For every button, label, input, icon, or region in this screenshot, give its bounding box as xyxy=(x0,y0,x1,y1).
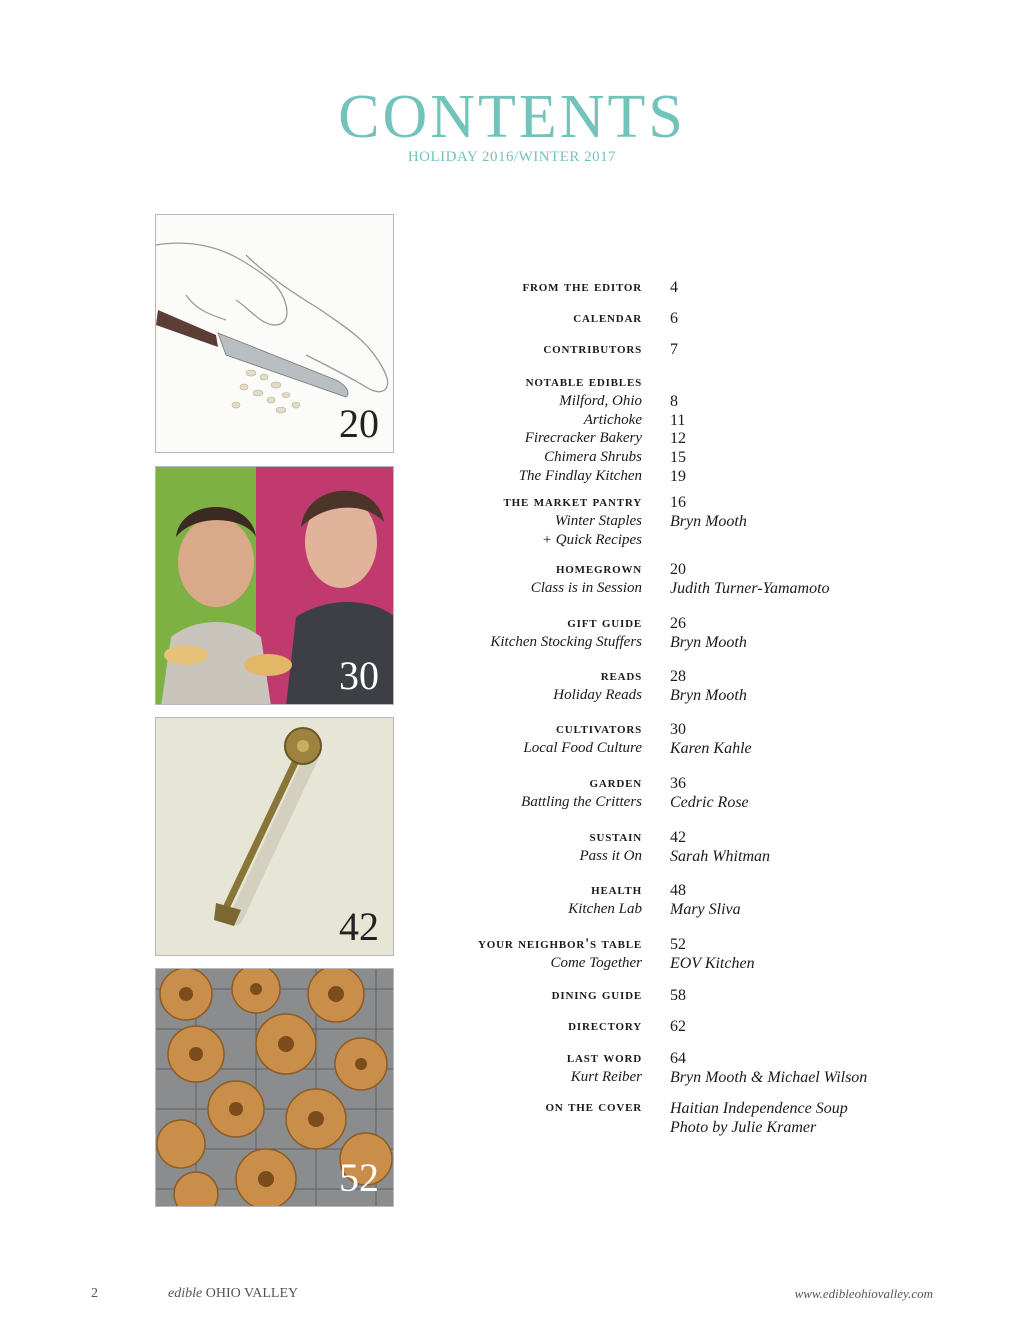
toc-section-dining-guide[interactable]: dining guide xyxy=(551,987,642,1003)
toc-page: 48 xyxy=(670,882,686,899)
toc-article-title[interactable]: Class is in Session xyxy=(530,580,642,596)
toc-section-market-pantry[interactable]: the market pantry xyxy=(503,494,642,510)
toc-article-title[interactable]: Kurt Reiber xyxy=(570,1069,642,1085)
toc-page: 8 xyxy=(670,393,678,410)
toc-page: 30 xyxy=(670,721,686,738)
toc-section-homegrown[interactable]: homegrown xyxy=(555,561,642,577)
toc-section-gift-guide[interactable]: gift guide xyxy=(567,615,642,631)
toc-page: 58 xyxy=(670,987,686,1004)
toc-page: 20 xyxy=(670,561,686,578)
toc-section-sustain[interactable]: sustain xyxy=(589,829,642,845)
toc-author: EOV Kitchen xyxy=(670,955,755,972)
toc-article-title[interactable]: Kitchen Lab xyxy=(568,901,642,917)
toc-article-title[interactable]: Milford, Ohio xyxy=(559,393,642,409)
toc-article-title[interactable]: Holiday Reads xyxy=(553,687,642,703)
toc-page: 7 xyxy=(670,341,678,358)
footer-brand-name: OHIO VALLEY xyxy=(205,1286,299,1301)
toc-article-title[interactable]: Chimera Shrubs xyxy=(544,449,642,465)
toc-section-reads[interactable]: reads xyxy=(600,668,642,684)
toc-page: 19 xyxy=(670,468,686,485)
toc-author: Karen Kahle xyxy=(670,740,752,757)
toc-section-calendar[interactable]: calendar xyxy=(573,310,642,326)
page-title: CONTENTS xyxy=(338,83,686,151)
toc-author: Judith Turner-Yamamoto xyxy=(670,580,830,597)
toc-author: Bryn Mooth & Michael Wilson xyxy=(670,1069,868,1086)
toc-page: 11 xyxy=(670,412,686,429)
toc-page: 15 xyxy=(670,449,686,466)
toc-page: 12 xyxy=(670,430,686,447)
footer-url[interactable]: www.edibleohiovalley.com xyxy=(794,1286,933,1301)
toc-section-contributors[interactable]: contributors xyxy=(543,341,642,357)
toc-author: Sarah Whitman xyxy=(670,848,770,865)
toc-page: 62 xyxy=(670,1018,686,1035)
toc-article-title[interactable]: Winter Staples xyxy=(554,513,642,529)
photo-page-number: 20 xyxy=(339,401,379,446)
issue-date: HOLIDAY 2016/WINTER 2017 xyxy=(407,149,617,165)
toc-article-title[interactable]: Come Together xyxy=(550,955,642,971)
photo-page-number: 30 xyxy=(339,653,379,698)
toc-article-title[interactable]: Firecracker Bakery xyxy=(524,430,642,446)
toc-article-title[interactable]: Pass it On xyxy=(579,848,642,864)
footer-brand xyxy=(168,1286,298,1302)
toc-section-on-the-cover[interactable]: on the cover xyxy=(545,1099,642,1115)
toc-section-garden[interactable]: garden xyxy=(589,775,642,791)
toc-page: 16 xyxy=(670,494,686,511)
toc-article-title[interactable]: Artichoke xyxy=(583,412,642,428)
toc-author: Bryn Mooth xyxy=(670,634,747,651)
toc-author: Bryn Mooth xyxy=(670,513,747,530)
toc-section-from-the-editor[interactable]: from the editor xyxy=(522,279,642,295)
toc-article-title[interactable]: Battling the Critters xyxy=(521,794,642,810)
footer-page-number: 2 xyxy=(91,1286,98,1301)
toc-author: Cedric Rose xyxy=(670,794,749,811)
toc-author: Mary Sliva xyxy=(670,901,741,918)
photo-page-number: 42 xyxy=(339,904,379,949)
toc-section-health[interactable]: health xyxy=(591,882,642,898)
toc-section-directory[interactable]: directory xyxy=(568,1018,642,1034)
toc-page: 42 xyxy=(670,829,686,846)
toc-section-cultivators[interactable]: cultivators xyxy=(555,721,642,737)
toc-author: Bryn Mooth xyxy=(670,687,747,704)
toc-article-title[interactable]: + Quick Recipes xyxy=(541,532,642,548)
toc-page: 4 xyxy=(670,279,678,296)
toc-page: 28 xyxy=(670,668,686,685)
toc-page: 36 xyxy=(670,775,686,792)
photo-page-number: 52 xyxy=(339,1155,379,1200)
footer-brand-italic: edible xyxy=(168,1286,203,1301)
toc-page: 52 xyxy=(670,936,686,953)
toc-section-last-word[interactable]: last word xyxy=(566,1050,642,1066)
toc-section-notable-edibles[interactable]: notable edibles xyxy=(525,374,642,390)
toc-page: 6 xyxy=(670,310,678,327)
toc-article-title[interactable]: Kitchen Stocking Stuffers xyxy=(490,634,642,650)
cover-title: Haitian Independence Soup xyxy=(670,1100,848,1117)
toc-article-title[interactable]: Local Food Culture xyxy=(523,740,642,756)
toc-page: 64 xyxy=(670,1050,686,1067)
toc-page: 26 xyxy=(670,615,686,632)
toc-section-neighbors-table[interactable]: your neighbor's table xyxy=(478,936,642,952)
toc-article-title[interactable]: The Findlay Kitchen xyxy=(518,468,642,484)
cover-photo-credit: Photo by Julie Kramer xyxy=(670,1119,817,1136)
